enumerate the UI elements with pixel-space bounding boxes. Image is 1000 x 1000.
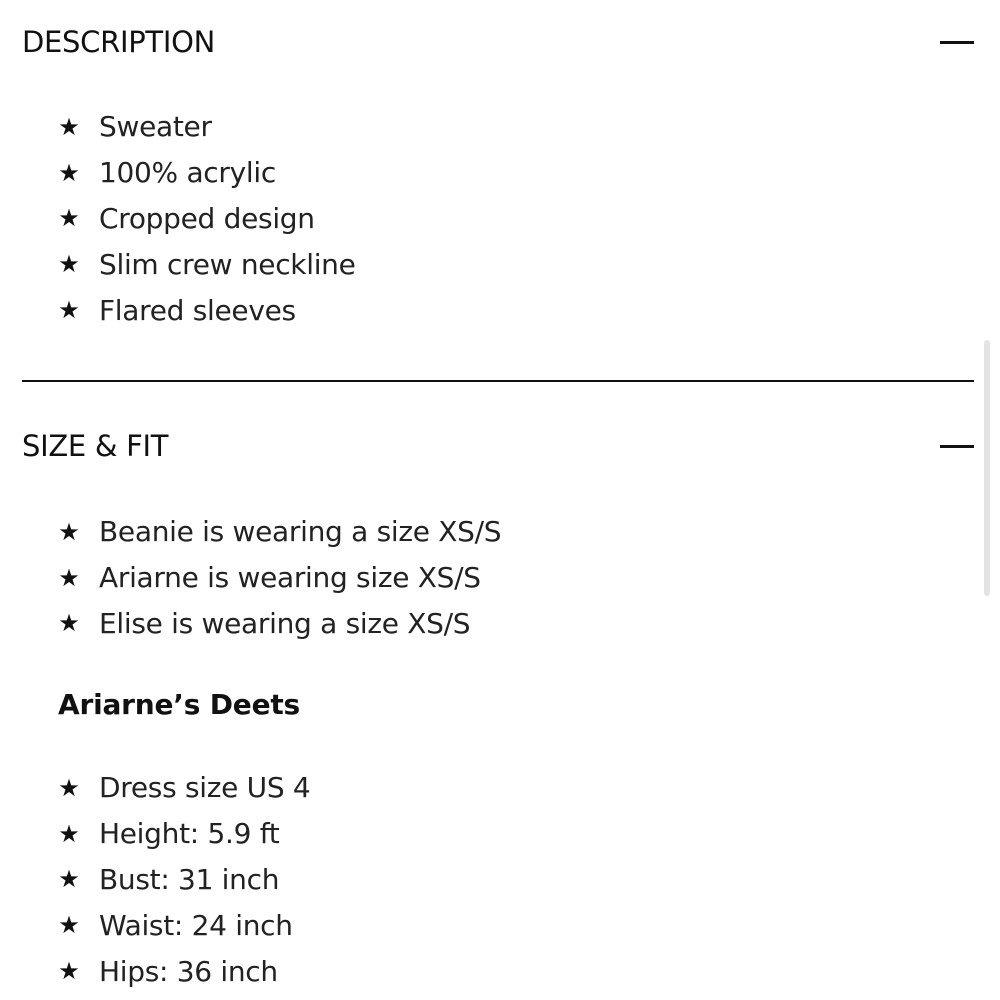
description-title: DESCRIPTION (22, 25, 215, 59)
star-bullet-icon: ★ (58, 819, 80, 848)
star-bullet-icon: ★ (58, 563, 80, 592)
list-item: ★ Beanie is wearing a size XS/S (58, 515, 502, 549)
list-item: ★ Waist: 24 inch (58, 908, 293, 942)
star-bullet-icon: ★ (58, 158, 80, 187)
list-item: ★ Cropped design (58, 201, 315, 235)
star-bullet-icon: ★ (58, 517, 80, 546)
section-divider (22, 380, 974, 382)
star-bullet-icon: ★ (58, 609, 80, 638)
collapse-minus-icon[interactable] (940, 434, 974, 458)
star-bullet-icon: ★ (58, 911, 80, 940)
star-bullet-icon: ★ (58, 296, 80, 325)
list-item: ★ Ariarne is wearing size XS/S (58, 561, 481, 595)
model-deets-heading: Ariarne’s Deets (58, 688, 301, 721)
list-item: ★ Flared sleeves (58, 293, 296, 327)
list-item: ★ 100% acrylic (58, 156, 276, 190)
list-item: ★ Sweater (58, 110, 212, 144)
collapse-minus-icon[interactable] (940, 30, 974, 54)
description-list (58, 104, 356, 333)
list-item: ★ Elise is wearing a size XS/S (58, 606, 471, 640)
scrollbar-thumb[interactable] (984, 340, 990, 596)
size-fit-accordion-header[interactable] (22, 426, 974, 466)
list-item: ★ Dress size US 4 (58, 771, 311, 805)
star-bullet-icon: ★ (58, 112, 80, 141)
star-bullet-icon: ★ (58, 957, 80, 986)
list-item: ★ Bust: 31 inch (58, 862, 280, 896)
model-deets-list (58, 765, 310, 994)
size-fit-list (58, 509, 501, 646)
star-bullet-icon: ★ (58, 204, 80, 233)
list-item: ★ Hips: 36 inch (58, 954, 278, 988)
description-accordion-header[interactable] (22, 22, 974, 62)
star-bullet-icon: ★ (58, 250, 80, 279)
size-fit-title: SIZE & FIT (22, 429, 169, 463)
list-item: ★ Height: 5.9 ft (58, 817, 280, 851)
star-bullet-icon: ★ (58, 865, 80, 894)
star-bullet-icon: ★ (58, 773, 80, 802)
list-item: ★ Slim crew neckline (58, 247, 356, 281)
